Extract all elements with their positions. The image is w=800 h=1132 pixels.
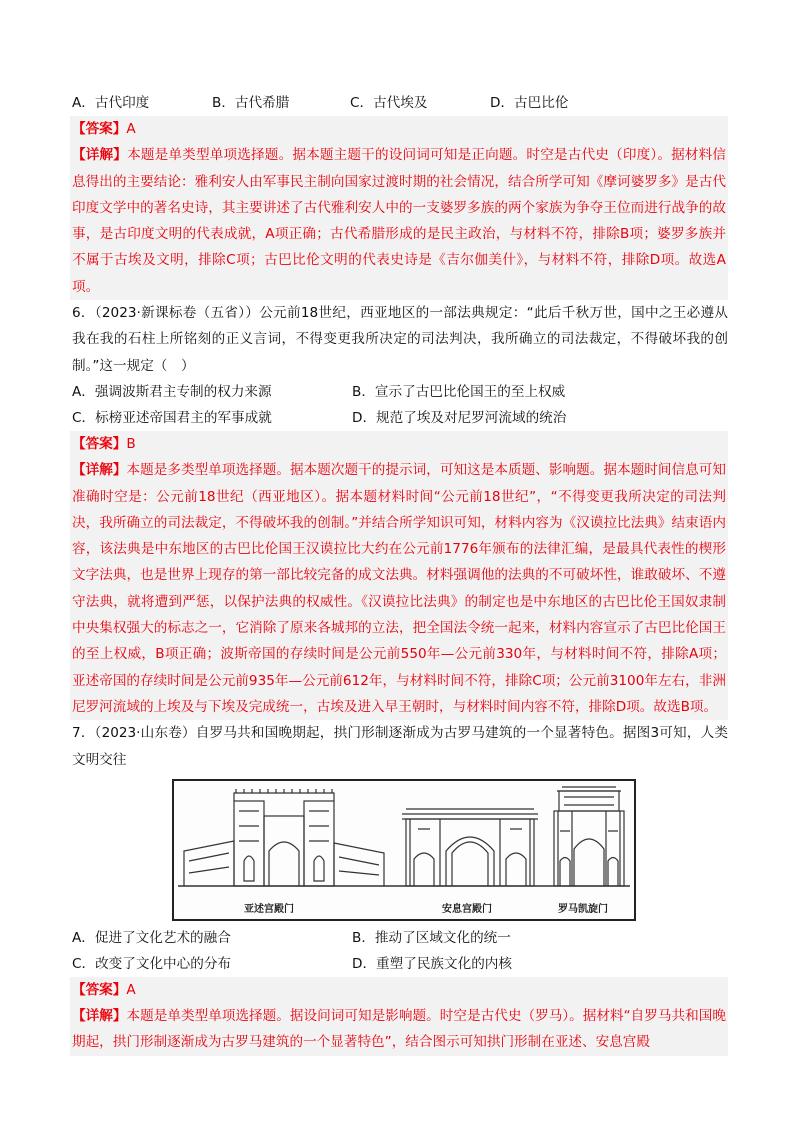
roman-arch-drawing: [554, 787, 624, 886]
figure-frame: [172, 779, 636, 921]
q7-option-c: C．改变了文化中心的分布: [72, 955, 232, 972]
q7-option-a: A．促进了文化艺术的融合: [72, 929, 231, 946]
q7-option-d: D．重塑了民族文化的内核: [352, 955, 512, 972]
q7-answer-block: [70, 977, 728, 1056]
q6-options-row2: [72, 405, 728, 431]
q6-stem: 6．（2023·新课标卷（五省））公元前18世纪，西亚地区的一部法典规定：“此后千秋万世，国中之王必遵从我在我的石柱上所铭刻的正义言词，不得变更我所决定的司法判决，我所确立的司法裁定，不得破坏我的创制。”这一规定（ ）: [72, 305, 728, 374]
q7-answer: A: [126, 981, 136, 998]
q6-option-d: D．规范了埃及对尼罗河流域的统治: [352, 409, 567, 426]
q5-answer-label: 【答案】: [72, 121, 127, 137]
figure-3: [72, 773, 728, 925]
q5-option-a: A．古代印度: [72, 95, 150, 111]
q5-option-c: C．古代埃及: [350, 95, 428, 111]
q7-detail: 本题是单类型单项选择题。据设问词可知是影响题。时空是古代史（罗马）。据材料“自罗马共和国晚期起，拱门形制逐渐成为古罗马建筑的一个显著特色”，结合图示可知拱门形制在亚述、安息宫殿: [72, 1008, 726, 1051]
q7-options-row2: [72, 951, 728, 977]
q6-answer: B: [126, 435, 136, 452]
q5-detail: 本题是单类型单项选择题。据本题主题干的设问词可知是正向题。时空是古代史（印度）。据材料信息得出的主要结论：雅利安人由军事民主制向国家过渡时期的社会情况，结合所学可知《摩诃婆罗多》是古代印度文学中的著名史诗，其主要讲述了古代雅利安人中的一支婆罗多族的两个家族为争夺王位而进行战争的故事，是古印度文明的代表成就，A项正确；古代希腊形成的是民主政治，与材料不符，排除B项；婆罗多族并不属于古埃及文明，排除C项；古巴比伦文明的代表史诗是《吉尔伽美什》，与材料不符，排除D项。故选A项。: [72, 147, 727, 295]
q6-option-a: A．强调波斯君主专制的权力来源: [72, 383, 272, 400]
caption-parthian-gate: 安息宫殿门: [442, 903, 492, 915]
q6-detail-label: 【详解】: [72, 462, 127, 479]
q5-detail-label: 【详解】: [72, 147, 128, 164]
caption-roman-arch: 罗马凯旋门: [558, 903, 608, 915]
q6-option-c: C．标榜亚述帝国君主的军事成就: [72, 409, 272, 426]
caption-assyrian-gate: 亚述宫殿门: [244, 903, 294, 915]
q7-options-row1: [72, 925, 728, 951]
q5-answer: A: [126, 121, 136, 137]
q6-option-b: B．宣示了古巴比伦国王的至上权威: [352, 383, 566, 400]
q5-options: [72, 90, 728, 116]
q6-options-row1: [72, 379, 728, 405]
q6-detail: 本题是多类型单项选择题。据本题次题干的提示词，可知这是本质题、影响题。据本题时间信息可知准确时空是：公元前18世纪（西亚地区）。据本题材料时间“公元前18世纪”，“不得变更我所决定的司法判决，我所确立的司法裁定，不得破坏我的创制。”并结合所学知识可知，材料内容为《汉谟拉比法典》结束语内容，该法典是中东地区的古巴比伦国王汉谟拉比大约在公元前1776年颁布的法律汇编，是最具代表性的楔形文字法典，也是世界上现存的第一部比较完备的成文法典。材料强调他的法典的不可破坏性，谁敢破坏、不遵守法典，就将遭到严惩，以保护法典的权威性。《汉谟拉比法典》的制定也是中东地区的古巴比伦王国奴隶制中央集权强大的标志之一，它消除了原来各城邦的立法，把全国法令统一起来，材料内容宣示了古巴比伦国王的至上权威，B项正确；波斯帝国的存续时间是公元前550年—公元前330年，与材料时间不符，排除A项；亚述帝国的存续时间是公元前935年—公元前612年，与材料时间不符，排除C项；公元前3100年左右，非洲尼罗河流域的上埃及与下埃及完成统一，古埃及进入早王朝时，与材料时间内容不符，排除D项。故选B项。: [72, 462, 727, 715]
document-page: [72, 90, 728, 1056]
q5-option-b: B．古代希腊: [212, 95, 290, 111]
q5-answer-block: [70, 116, 728, 300]
q6-answer-block: [70, 431, 728, 720]
gates-illustration: [174, 781, 634, 899]
q7-answer-label: 【答案】: [72, 981, 127, 998]
q5-option-d: D．古巴比伦: [490, 95, 569, 111]
q7-stem: 7．（2023·山东卷）自罗马共和国晚期起，拱门形制逐渐成为古罗马建筑的一个显著特色。据图3可知，人类文明交往: [72, 725, 728, 768]
assyrian-gate-drawing: [184, 789, 384, 886]
q7-option-b: B．推动了区域文化的统一: [352, 929, 511, 946]
q6-answer-label: 【答案】: [72, 435, 127, 452]
parthian-gate-drawing: [402, 809, 538, 886]
q7-detail-label: 【详解】: [72, 1008, 127, 1025]
